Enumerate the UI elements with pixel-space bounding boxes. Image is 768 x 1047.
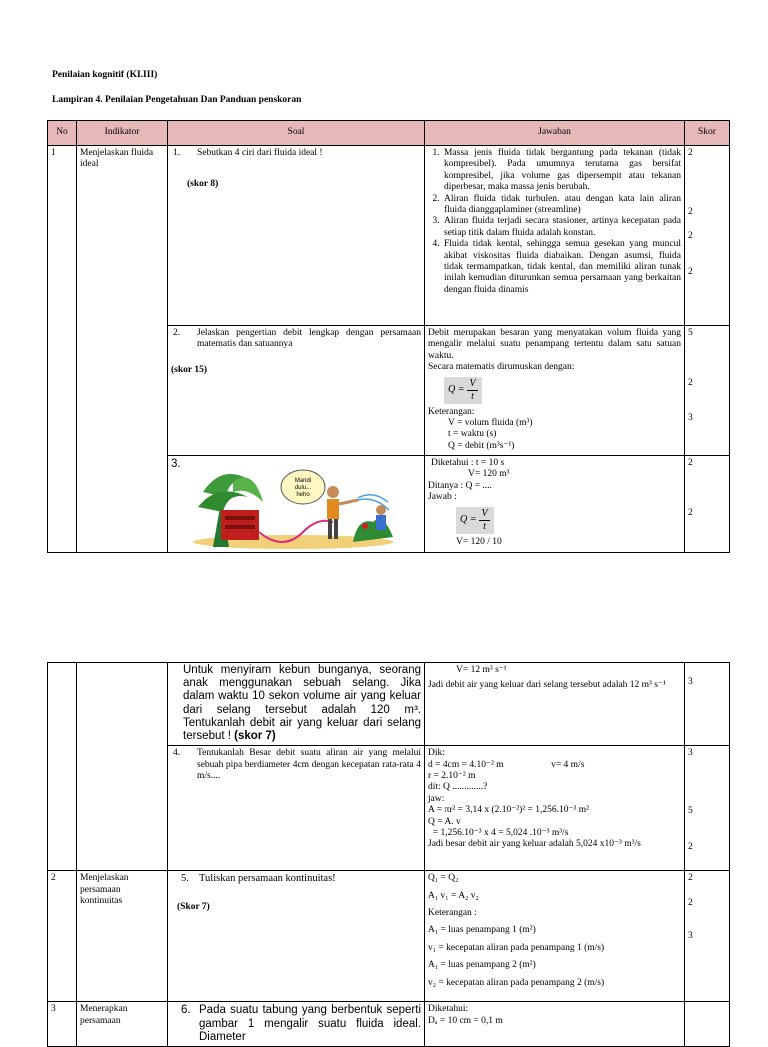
answer-6: Diketahui: Dₐ = 10 cm = 0,1 m [425, 1002, 685, 1047]
svg-text:dulu...: dulu... [294, 485, 312, 491]
score-6 [685, 1002, 730, 1047]
svg-text:heho: heho [296, 492, 310, 498]
answer-1: 1. Massa jenis fluida tidak bergantung pada tekanan (tidak kompresibel). Pada umumnya terutama gas bersifat kompresibel, jika volume gas dipersempit atau tekanan diperbesar, maka massa jenis berubah. 2. Aliran fluida tidak turbulen. atau dengan kata lain aliran fluida dianggaplaminer (streamline) 3. Aliran fluida terjadi secara stasioner, artinya kecepatan pada setiap titik dalam fluida adalah konstan. 4. Fluida tidak kental, sehingga semua gesekan yang muncul akibat viskositas fluida diabaikan. Dengan asumsi, fluida tidak termampatkan, tidak kental, dan memiliki aliran tunak inilah kemudian diturunkan semua persamaan yang berkaitan dengan fluida dinamis [425, 146, 685, 326]
answer-3: Diketahui : t = 10 s V= 120 m³ Ditanya : Q = .... Jawab : Q = $\frac{V}{t}$ V= 120 / 10 [425, 456, 685, 553]
score-3-cont: 3 [685, 663, 730, 746]
debit-formula: Q = $\frac{V}{t}$ [444, 377, 482, 404]
row-number: 1 [48, 146, 77, 553]
score-4: 3 5 2 [685, 746, 730, 871]
header-soal: Soal [168, 121, 425, 146]
answer-3-cont: V= 12 m³ s⁻¹ Jadi debit air yang keluar dari selang tersebut adalah 12 m³ s⁻¹ [425, 663, 685, 746]
answer-4: Dik: d = 4cm = 4.10⁻² m v= 4 m/s r = 2.10⁻² m dit: Q .............? jaw: A = πr² = 3,14 x (2.10⁻²)² = 1,256.10⁻³ m² Q = A. v = 1,256.10⁻³ x 4 = 5,024 .10⁻³ m³/s Jadi besar debit air yang keluar adalah 5,024 x10⁻³ m³/s [425, 746, 685, 871]
indicator-cell-2: Menjelaskan persamaan kontinuitas [77, 871, 168, 1002]
score-1: 2 2 2 2 [685, 146, 730, 326]
indicator-cell: Menjelaskan fluida ideal [77, 146, 168, 553]
debit-formula-2: Q = $\frac{V}{t}$ [456, 507, 494, 534]
question-2-score: (skor 15) [171, 364, 207, 375]
score-2: 5 2 3 [685, 326, 730, 456]
garden-hose-illustration [193, 462, 398, 550]
page-heading-1: Penilaian kognitif (KI.III) [52, 70, 158, 80]
header-indikator: Indikator [77, 121, 168, 146]
assessment-table-page1 [47, 120, 730, 553]
indicator-cell-3: Menerapkan persamaan [77, 1002, 168, 1047]
score-5: 2 2 3 [685, 871, 730, 1002]
question-1: 1. Sebutkan 4 ciri dari fluida ideal ! (skor 8) [168, 146, 425, 326]
question-5-score: (Skor 7) [177, 901, 210, 912]
question-5: 5. Tuliskan persamaan kontinuitas! (Skor 7) [168, 871, 425, 1002]
answer-2: Debit merupakan besaran yang menyatakan volum fluida yang mengalir melalui suatu penampang tertentu dalam satu satuan waktu. Secara matematis dirumuskan dengan: Q = $\frac{V}{t}$ Keterangan: V = volum fluida (m³) t = waktu (s) Q = debit (m³s⁻¹) [425, 326, 685, 456]
score-3: 2 2 [685, 456, 730, 553]
question-6: 6. Pada suatu tabung yang berbentuk seperti gambar 1 mengalir suatu fluida ideal. Diameter [168, 1002, 425, 1047]
answer-5: Q₁ = Q₂ A₁ v₁ = A₂ v₂ Keterangan : A₁ = luas penampang 1 (m²) v₁ = kecepatan aliran pada penampang 1 (m/s) A₁ = luas penampang 2 (m²) v₂ = kecepatan aliran pada penampang 2 (m/s) [425, 871, 685, 1002]
question-2: 2. Jelaskan pengertian debit lengkap dengan persamaan matematis dan satuannya (skor 15) [168, 326, 425, 456]
question-3: 3. Mandi dulu... heho [168, 456, 425, 553]
header-jawaban: Jawaban [425, 121, 685, 146]
assessment-table-page2 [47, 662, 730, 1047]
question-4: 4. Tentukanlah Besar debit suatu aliran air yang melalui sebuah pipa berdiameter 4cm dengan kecepatan rata-rata 4 m/s.... [168, 746, 425, 871]
sign-text: Mandi [294, 478, 312, 484]
question-1-score: (skor 8) [187, 179, 219, 190]
header-no: No [48, 121, 77, 146]
row-number-3: 3 [48, 1002, 77, 1047]
page-heading-2: Lampiran 4. Penilaian Pengetahuan Dan Panduan penskoran [52, 95, 302, 105]
row-number-2: 2 [48, 871, 77, 1002]
header-skor: Skor [685, 121, 730, 146]
question-3-text: Untuk menyiram kebun bunganya, seorang anak menggunakan sebuah selang. Jika dalam waktu 10 sekon volume air yang keluar dari selang tersebut adalah 120 m³. Tentukanlah debit air yang keluar dari selang tersebut ! (skor 7) [168, 663, 425, 746]
question-3-score: (skor 7) [234, 730, 276, 743]
